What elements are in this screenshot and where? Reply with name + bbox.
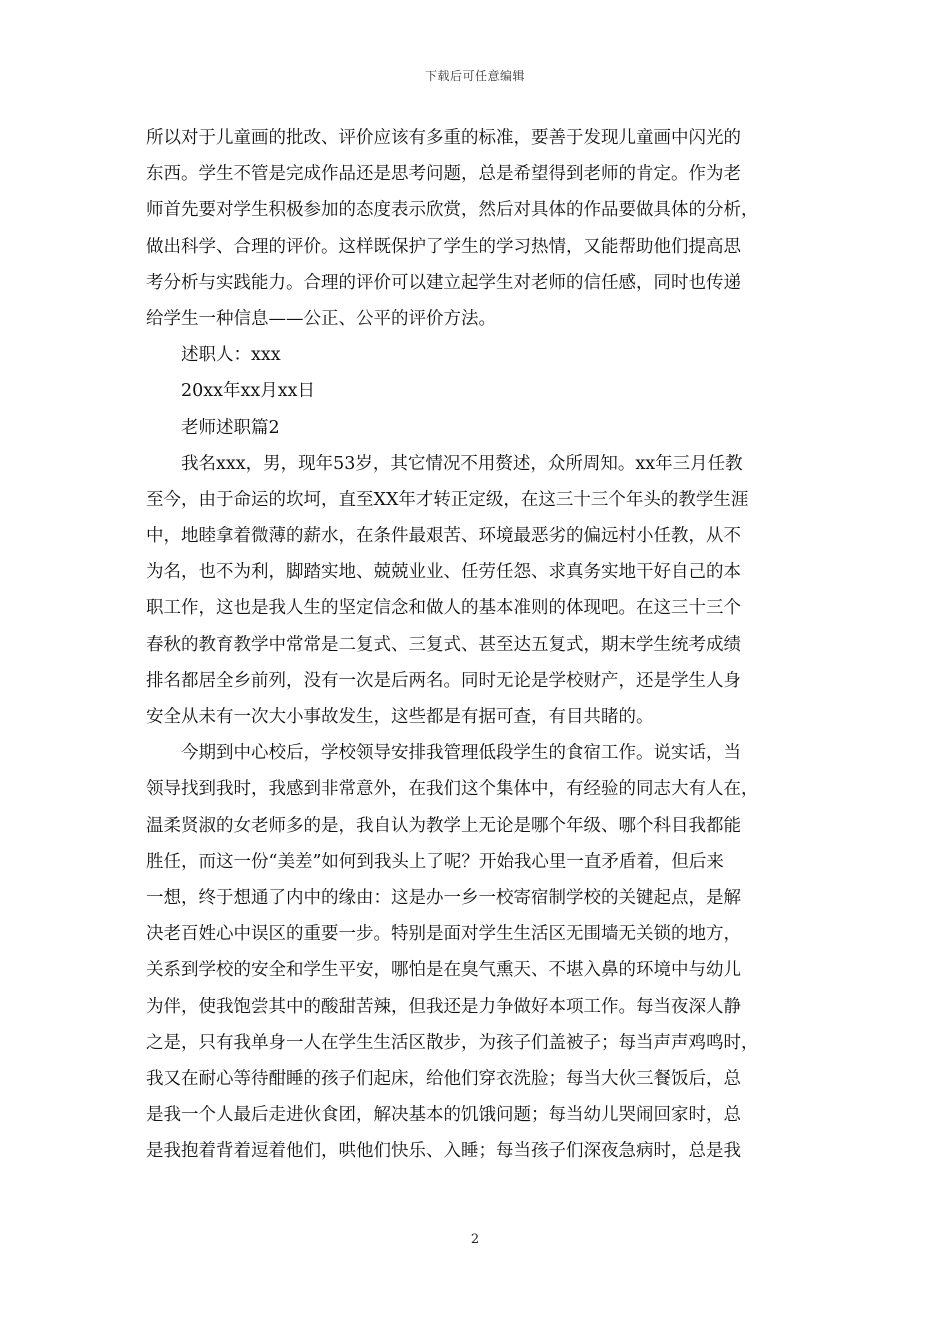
text-line: 关系到学校的安全和学生平安，哪怕是在臭气熏天、不堪入鼻的环境中与幼儿: [146, 960, 741, 981]
text-line: 至今，由于命运的坎坷，直至XX年才转正定级，在这三十三个年头的教学生涯: [146, 489, 749, 510]
page-header: 下载后可任意编辑: [424, 69, 525, 83]
text-line: 我名xxx，男，现年53岁，其它情况不用赘述，众所周知。xx年三月任教: [181, 453, 743, 474]
text-line: 做出科学、合理的评价。这样既保护了学生的学习热情，又能帮助他们提高思: [146, 236, 741, 257]
text-line: 安全从未有一次大小事故发生，这些都是有据可查，有目共睹的。: [146, 707, 654, 727]
text-line: 之是，只有我单身一人在学生生活区散步，为孩子们盖被子；每当声声鸡鸣时，: [146, 1032, 759, 1053]
text-line: 所以对于儿童画的批改、评价应该有多重的标准，要善于发现儿童画中闪光的: [146, 128, 741, 148]
text-line: 为名，也不为利，脚踏实地、兢兢业业、任劳任怨、求真务实地干好自己的本: [146, 562, 741, 583]
text-line: 是我抱着背着逗着他们，哄他们快乐、入睡；每当孩子们深夜急病时，总是我: [146, 1141, 741, 1162]
signature-line: 述职人：xxx: [181, 345, 281, 366]
text-line: 春秋的教育教学中常常是二复式、三复式、甚至达五复式，期末学生统考成绩: [146, 634, 741, 655]
text-line: 今期到中心校后，学校领导安排我管理低段学生的食宿工作。说实话，当: [181, 743, 741, 764]
text-line: 胜任，而这一份“美差”如何到我头上了呢？开始我心里一直矛盾着，但后来: [146, 851, 724, 872]
text-line: 排名都居全乡前列，没有一次是后两名。同时无论是学校财产，还是学生人身: [146, 670, 741, 691]
text-line: 考分析与实践能力。合理的评价可以建立起学生对老师的信任感，同时也传递: [146, 272, 741, 293]
text-line: 为伴，使我饱尝其中的酸甜苦辣，但我还是力争做好本项工作。每当夜深人静: [146, 996, 741, 1017]
text-line: 师首先要对学生积极参加的态度表示欣赏，然后对具体的作品要做具体的分析，: [146, 200, 759, 221]
page-number: 2: [470, 1232, 480, 1247]
text-line: 是我一个人最后走进伙食团，解决基本的饥饿问题；每当幼儿哭闹回家时，总: [146, 1105, 741, 1126]
document-body: [146, 120, 808, 1169]
text-line: 中，地睦拿着微薄的薪水，在条件最艰苦、环境最恶劣的偏远村小任教，从不: [146, 526, 741, 547]
text-line: 东西。学生不管是完成作品还是思考问题，总是希望得到老师的肯定。作为老: [146, 164, 741, 185]
date-line: 20xx年xx月xx日: [181, 381, 315, 402]
section-title: 老师述职篇2: [181, 417, 280, 438]
text-line: 一想，终于想通了内中的缘由：这是办一乡一校寄宿制学校的关键起点，是解: [146, 887, 741, 908]
text-line: 我又在耐心等待酣睡的孩子们起床，给他们穿衣洗脸；每当大伙三餐饭后，总: [146, 1068, 741, 1089]
text-line: 给学生一种信息——公正、公平的评价方法。: [146, 308, 496, 329]
text-line: 领导找到我时，我感到非常意外，在我们这个集体中，有经验的同志大有人在，: [146, 779, 759, 800]
text-line: 决老百姓心中误区的重要一步。特别是面对学生生活区无围墙无关锁的地方，: [146, 924, 741, 945]
text-line: 温柔贤淑的女老师多的是，我自认为教学上无论是哪个年级、哪个科目我都能: [146, 815, 741, 836]
text-line: 职工作，这也是我人生的坚定信念和做人的基本准则的体现吧。在这三十三个: [146, 598, 741, 619]
